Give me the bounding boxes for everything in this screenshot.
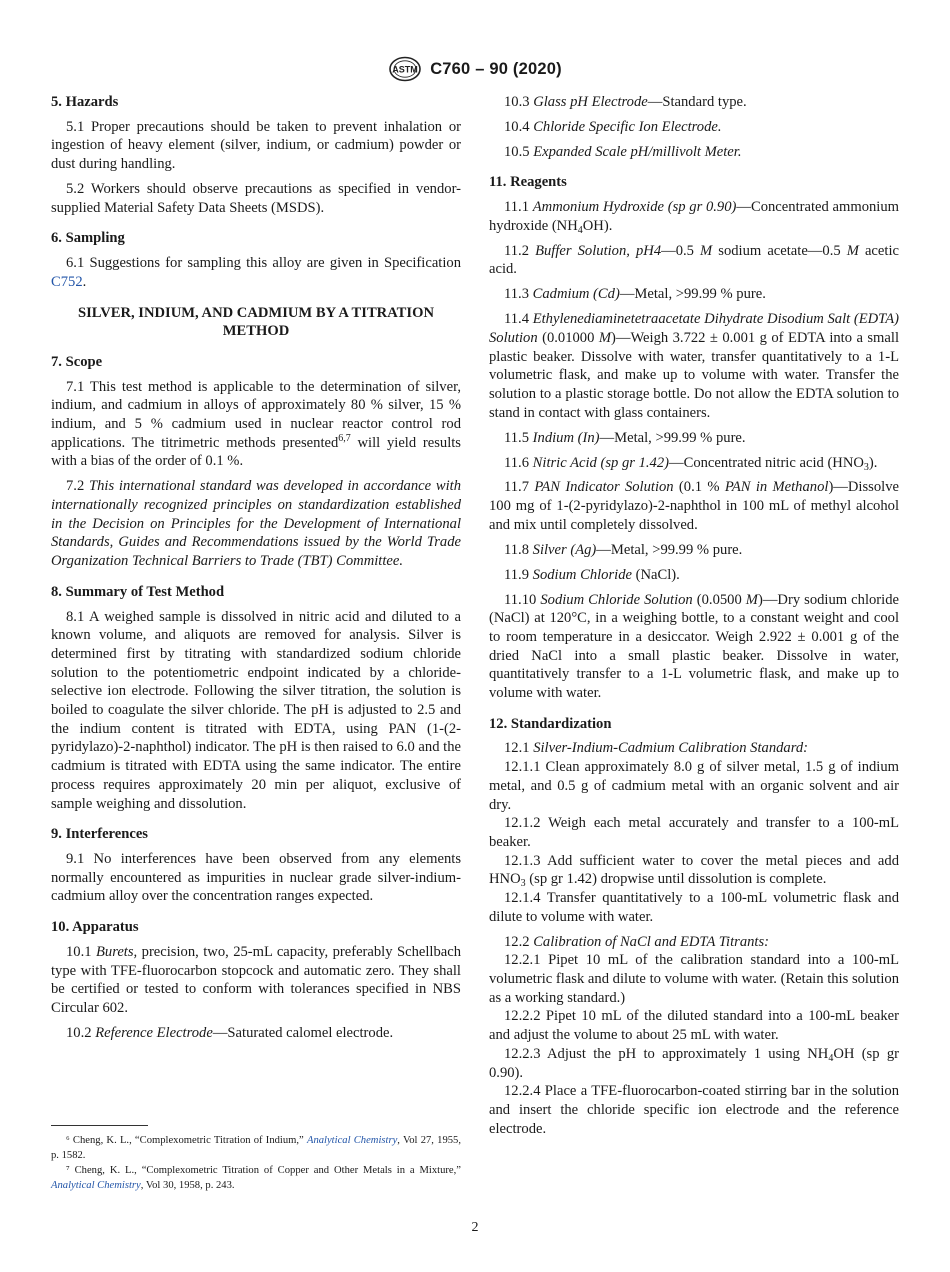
footnote-6: ⁶ Cheng, K. L., “Complexometric Titration of Indium,” Analytical Chemistry, Vol 27, 1955, p. 1582. [51, 1135, 461, 1161]
document-id: C760 – 90 (2020) [430, 59, 562, 78]
para-12-2-3: 12.2.3 Adjust the pH to approximately 1 using $NH_4OH$ (sp gr 0.90). [489, 1045, 899, 1081]
footnotes [51, 1134, 461, 1194]
section-7-title: 7. Scope [51, 353, 103, 370]
para-11-4: 11.4 Ethylenediaminetetraacetate Dihydrate Disodium Salt (EDTA) Solution (0.01000 M)—Weigh 3.722 ± 0.001 g of EDTA into a small plastic beaker. Dissolve with water, transfer quantitatively to a 1-L volumetric flask, and make up to volume with water. Transfer the solution to a plastic storage bottle. Do not allow the EDTA solution to stand in contact with glass containers. [489, 311, 899, 421]
para-8-1: 8.1 A weighed sample is dissolved in nitric acid and diluted to a known volume, and aliquots are removed for analysis. Silver is determined first by titrating with standardized sodium chloride solution to the potentiometric endpoint indicated by a chloride-selective ion electrode. Following the silver titration, the solution is boiled to coagulate the silver chloride. The pH is adjusted to 2.5 and the indium content is titrated with EDTA, using PAN (1-(2-pyridylazo)-2-naphthol) indicator. The pH is then raised to 6.0 and the cadmium is titrated with EDTA using the same indicator. The entire process requires approximately 20 min per aliquot, exclusive of sample weighing and dissolution. [51, 608, 461, 812]
section-12-title: 12. Standardization [489, 715, 612, 732]
para-10-4: 10.4 Chloride Specific Ion Electrode. [504, 118, 722, 135]
para-10-2: 10.2 Reference Electrode—Saturated calomel electrode. [66, 1024, 394, 1041]
section-11-title: 11. Reagents [489, 174, 567, 191]
para-12-1-1: 12.1.1 Clean approximately 8.0 g of silver metal, 1.5 g of indium metal, and 0.5 g of cadmium metal with an organic solvent and air dry. [489, 759, 899, 813]
footnote-7: ⁷ Cheng, K. L., “Complexometric Titration of Copper and Other Metals in a Mixture,” Analytical Chemistry, Vol 30, 1958, p. 243. [51, 1165, 461, 1191]
footnote-divider [51, 1125, 148, 1126]
para-11-9: 11.9 Sodium Chloride (NaCl). [504, 566, 680, 583]
section-9-title: 9. Interferences [51, 826, 148, 843]
para-7-2: 7.2 This international standard was developed in accordance with internationally recognized principles on standardization established in the Decision on Principles for the Development of International Standards, Guides and Recommendations issued by the World Trade Organization Technical Barriers to Trade (TBT) Committee. [51, 478, 462, 570]
para-12-2-1: 12.2.1 Pipet 10 mL of the calibration standard into a 100-mL volumetric flask and dilute to volume with water. (Retain this solution as a working standard.) [489, 952, 899, 1006]
para-5-1: 5.1 Proper precautions should be taken to prevent inhalation or ingestion of heavy element (silver, indium, or cadmium) powder or dust during handling. [51, 118, 461, 173]
para-11-10: 11.10 Sodium Chloride Solution (0.0500 M)—Dry sodium chloride (NaCl) at 120°C, in a weighing bottle, to a constant weight and cool to room temperature in a desiccator. Weigh 2.922 ± 0.001 g of the dried NaCl into a small plastic beaker. Dissolve in water, quantitatively transfer to a 1-L volumetric flask, and make up to volume with water. [489, 591, 899, 702]
para-12-2-4: 12.2.4 Place a TFE-fluorocarbon-coated stirring bar in the solution and insert the chloride specific ion electrode and the reference electrode. [489, 1083, 899, 1137]
left-column [51, 93, 461, 1049]
method-title: SILVER, INDIUM, AND CADMIUM BY A TITRATION METHOD [78, 304, 434, 340]
para-10-1: 10.1 Burets, precision, two, 25-mL capacity, preferably Schellbach type with TFE-fluorocarbon stopcock and automatic zero. They shall be certified or tested to conform with tolerances specified in NBS Circular 602. [51, 943, 462, 1016]
page-number: 2 [471, 1220, 479, 1235]
para-11-8: 11.8 Silver (Ag)—Metal, >99.99 % pure. [504, 541, 743, 558]
para-9-1: 9.1 No interferences have been observed from any elements normally encountered as impurities in nuclear grade silver-indium-cadmium alloy over the concentration ranges expected. [51, 850, 461, 905]
section-5-title: 5. Hazards [51, 94, 119, 110]
astm-logo [388, 56, 422, 82]
para-10-3: 10.3 Glass pH Electrode—Standard type. [504, 94, 747, 110]
para-12-1-3: 12.1.3 Add sufficient water to cover the metal pieces and add $HNO_3$ (sp gr 1.42) dropwise until dissolution is complete. [489, 852, 899, 890]
svg-text:ASTM: ASTM [392, 64, 418, 75]
section-8-title: 8. Summary of Test Method [51, 583, 225, 600]
para-11-5: 11.5 Indium (In)—Metal, >99.99 % pure. [504, 429, 746, 446]
section-6-title: 6. Sampling [51, 230, 125, 247]
section-10-title: 10. Apparatus [51, 919, 139, 936]
para-12-2: 12.2 Calibration of NaCl and EDTA Titrants: [504, 933, 770, 950]
para-12-1: 12.1 Silver-Indium-Cadmium Calibration Standard: [504, 740, 809, 757]
para-12-2-2: 12.2.2 Pipet 10 mL of the diluted standard into a 100-mL beaker and adjust the volume to about 25 mL with water. [489, 1008, 899, 1044]
para-11-1: 11.1 Ammonium Hydroxide (sp gr 0.90)—Concentrated ammonium hydroxide $(NH_4OH)$. [489, 199, 899, 236]
right-column [489, 93, 899, 1138]
para-10-5: 10.5 Expanded Scale pH/millivolt Meter. [504, 143, 742, 160]
para-11-2: 11.2 Buffer Solution, pH4—0.5 M sodium acetate—0.5 M acetic acid. [489, 242, 899, 278]
para-12-1-4: 12.1.4 Transfer quantitatively to a 100-mL volumetric flask and dilute to volume with water. [489, 890, 899, 925]
footnote-ref: 6,7 [338, 432, 351, 444]
para-11-7: 11.7 PAN Indicator Solution (0.1 % PAN in Methanol)—Dissolve 100 mg of 1-(2-pyridylazo)-2-naphthol in 100 mL of methyl alcohol and mix until completely dissolved. [489, 479, 899, 533]
para-12-1-2: 12.1.2 Weigh each metal accurately and transfer to a 100-mL beaker. [489, 815, 899, 850]
link-analytical-chemistry-7[interactable]: Analytical Chemistry [51, 1179, 141, 1191]
para-7-1: 7.1 This test method is applicable to the determination of silver, indium, and cadmium in alloys of approximately 80 % silver, 15 % indium, and 5 % cadmium used in nuclear reactor control rod applications. The titrimetric methods presented$^{6,7}$ will yield results with a bias of the order of 0.1 %. [51, 378, 461, 470]
link-analytical-chemistry-6[interactable]: Analytical Chemistry [306, 1135, 398, 1146]
para-5-2: 5.2 Workers should observe precautions as specified in vendor-supplied Material Safety Data Sheets (MSDS). [51, 181, 461, 216]
para-11-6: 11.6 Nitric Acid (sp gr 1.42)—Concentrated nitric acid $(HNO_3)$. [504, 454, 878, 473]
link-c752[interactable]: C752 [51, 273, 83, 290]
para-6-1: 6.1 Suggestions for sampling this alloy are given in Specification C752. [51, 255, 461, 290]
para-11-3: 11.3 Cadmium (Cd)—Metal, >99.99 % pure. [504, 286, 766, 303]
page-header [0, 56, 950, 82]
